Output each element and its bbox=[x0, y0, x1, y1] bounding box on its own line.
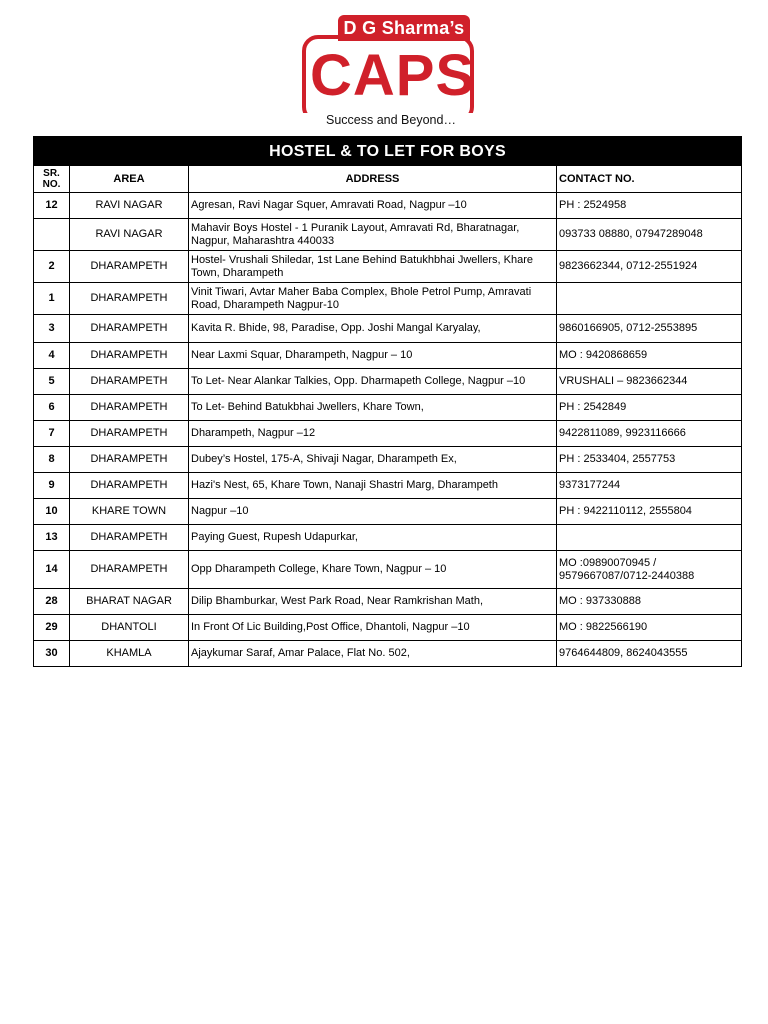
caps-logo bbox=[300, 15, 482, 130]
cell-contact: PH : 2542849 bbox=[557, 395, 742, 421]
cell-address: Dilip Bhamburkar, West Park Road, Near Ramkrishan Math, bbox=[189, 589, 557, 615]
header-contact: CONTACT NO. bbox=[557, 166, 742, 193]
cell-area: RAVI NAGAR bbox=[70, 193, 189, 219]
cell-sr-no: 9 bbox=[34, 473, 70, 499]
cell-contact: MO : 9420868659 bbox=[557, 343, 742, 369]
table-row bbox=[34, 551, 742, 589]
cell-contact: PH : 2533404, 2557753 bbox=[557, 447, 742, 473]
cell-area: BHARAT NAGAR bbox=[70, 589, 189, 615]
logo-top-text: D G Sharma’s bbox=[338, 15, 470, 41]
cell-contact: 093733 08880, 07947289048 bbox=[557, 219, 742, 251]
cell-sr-no: 13 bbox=[34, 525, 70, 551]
header-sr-no: SR. NO. bbox=[34, 166, 70, 193]
cell-sr-no: 6 bbox=[34, 395, 70, 421]
cell-address: Dubey’s Hostel, 175-A, Shivaji Nagar, Dharampeth Ex, bbox=[189, 447, 557, 473]
logo-main-text: CAPS bbox=[310, 43, 476, 108]
cell-address: Mahavir Boys Hostel - 1 Puranik Layout, Amravati Rd, Bharatnagar, Nagpur, Maharashtra 440033 bbox=[189, 219, 557, 251]
table-row bbox=[34, 447, 742, 473]
table-row bbox=[34, 251, 742, 283]
cell-sr-no: 3 bbox=[34, 315, 70, 343]
cell-address: Dharampeth, Nagpur –12 bbox=[189, 421, 557, 447]
cell-area: DHARAMPETH bbox=[70, 447, 189, 473]
cell-address: In Front Of Lic Building,Post Office, Dhantoli, Nagpur –10 bbox=[189, 615, 557, 641]
cell-area: DHANTOLI bbox=[70, 615, 189, 641]
cell-area: DHARAMPETH bbox=[70, 343, 189, 369]
table-row bbox=[34, 615, 742, 641]
table-row bbox=[34, 369, 742, 395]
table-row bbox=[34, 395, 742, 421]
table-row bbox=[34, 641, 742, 667]
cell-area: DHARAMPETH bbox=[70, 473, 189, 499]
table-row bbox=[34, 315, 742, 343]
table-title-row bbox=[34, 137, 742, 166]
cell-area: DHARAMPETH bbox=[70, 315, 189, 343]
cell-sr-no: 30 bbox=[34, 641, 70, 667]
cell-area: DHARAMPETH bbox=[70, 395, 189, 421]
cell-sr-no: 12 bbox=[34, 193, 70, 219]
table-row bbox=[34, 525, 742, 551]
cell-contact: MO :09890070945 / 9579667087/0712-2440388 bbox=[557, 551, 742, 589]
table-row bbox=[34, 473, 742, 499]
cell-sr-no: 1 bbox=[34, 283, 70, 315]
cell-address: Hazi's Nest, 65, Khare Town, Nanaji Shastri Marg, Dharampeth bbox=[189, 473, 557, 499]
cell-address: Ajaykumar Saraf, Amar Palace, Flat No. 502, bbox=[189, 641, 557, 667]
header-address: ADDRESS bbox=[189, 166, 557, 193]
cell-address: Opp Dharampeth College, Khare Town, Nagpur – 10 bbox=[189, 551, 557, 589]
cell-address: Kavita R. Bhide, 98, Paradise, Opp. Joshi Mangal Karyalay, bbox=[189, 315, 557, 343]
table-header-row bbox=[34, 166, 742, 193]
cell-area: KHARE TOWN bbox=[70, 499, 189, 525]
cell-area: DHARAMPETH bbox=[70, 283, 189, 315]
cell-sr-no: 28 bbox=[34, 589, 70, 615]
cell-sr-no bbox=[34, 219, 70, 251]
cell-contact: VRUSHALI – 9823662344 bbox=[557, 369, 742, 395]
cell-address: Hostel- Vrushali Shiledar, 1st Lane Behind Batukhbhai Jwellers, Khare Town, Dharampeth bbox=[189, 251, 557, 283]
cell-sr-no: 14 bbox=[34, 551, 70, 589]
logo-tagline: Success and Beyond… bbox=[300, 113, 482, 127]
cell-area: DHARAMPETH bbox=[70, 525, 189, 551]
table-row bbox=[34, 283, 742, 315]
cell-area: DHARAMPETH bbox=[70, 251, 189, 283]
cell-contact: MO : 9822566190 bbox=[557, 615, 742, 641]
cell-address: Vinit Tiwari, Avtar Maher Baba Complex, Bhole Petrol Pump, Amravati Road, Dharampeth Nagpur-10 bbox=[189, 283, 557, 315]
table-row bbox=[34, 499, 742, 525]
cell-contact: 9860166905, 0712-2553895 bbox=[557, 315, 742, 343]
cell-address: Agresan, Ravi Nagar Squer, Amravati Road, Nagpur –10 bbox=[189, 193, 557, 219]
cell-area: RAVI NAGAR bbox=[70, 219, 189, 251]
cell-sr-no: 10 bbox=[34, 499, 70, 525]
cell-address: Nagpur –10 bbox=[189, 499, 557, 525]
hostel-table bbox=[33, 136, 742, 667]
cell-contact bbox=[557, 283, 742, 315]
cell-sr-no: 5 bbox=[34, 369, 70, 395]
cell-sr-no: 8 bbox=[34, 447, 70, 473]
cell-address: Near Laxmi Squar, Dharampeth, Nagpur – 10 bbox=[189, 343, 557, 369]
table-row bbox=[34, 421, 742, 447]
cell-address: To Let- Behind Batukbhai Jwellers, Khare Town, bbox=[189, 395, 557, 421]
table-row bbox=[34, 589, 742, 615]
cell-address: To Let- Near Alankar Talkies, Opp. Dharmapeth College, Nagpur –10 bbox=[189, 369, 557, 395]
cell-sr-no: 2 bbox=[34, 251, 70, 283]
cell-contact bbox=[557, 525, 742, 551]
cell-contact: 9823662344, 0712-2551924 bbox=[557, 251, 742, 283]
header-area: AREA bbox=[70, 166, 189, 193]
cell-contact: 9422811089, 9923116666 bbox=[557, 421, 742, 447]
cell-area: KHAMLA bbox=[70, 641, 189, 667]
cell-area: DHARAMPETH bbox=[70, 369, 189, 395]
cell-contact: MO : 937330888 bbox=[557, 589, 742, 615]
cell-sr-no: 7 bbox=[34, 421, 70, 447]
cell-contact: 9373177244 bbox=[557, 473, 742, 499]
cell-sr-no: 4 bbox=[34, 343, 70, 369]
table-row bbox=[34, 193, 742, 219]
cell-area: DHARAMPETH bbox=[70, 421, 189, 447]
cell-address: Paying Guest, Rupesh Udapurkar, bbox=[189, 525, 557, 551]
table-row bbox=[34, 219, 742, 251]
cell-area: DHARAMPETH bbox=[70, 551, 189, 589]
table-body bbox=[34, 193, 742, 667]
table-row bbox=[34, 343, 742, 369]
cell-contact: PH : 2524958 bbox=[557, 193, 742, 219]
cell-contact: PH : 9422110112, 2555804 bbox=[557, 499, 742, 525]
cell-contact: 9764644809, 8624043555 bbox=[557, 641, 742, 667]
table-title: HOSTEL & TO LET FOR BOYS bbox=[34, 137, 742, 166]
cell-sr-no: 29 bbox=[34, 615, 70, 641]
